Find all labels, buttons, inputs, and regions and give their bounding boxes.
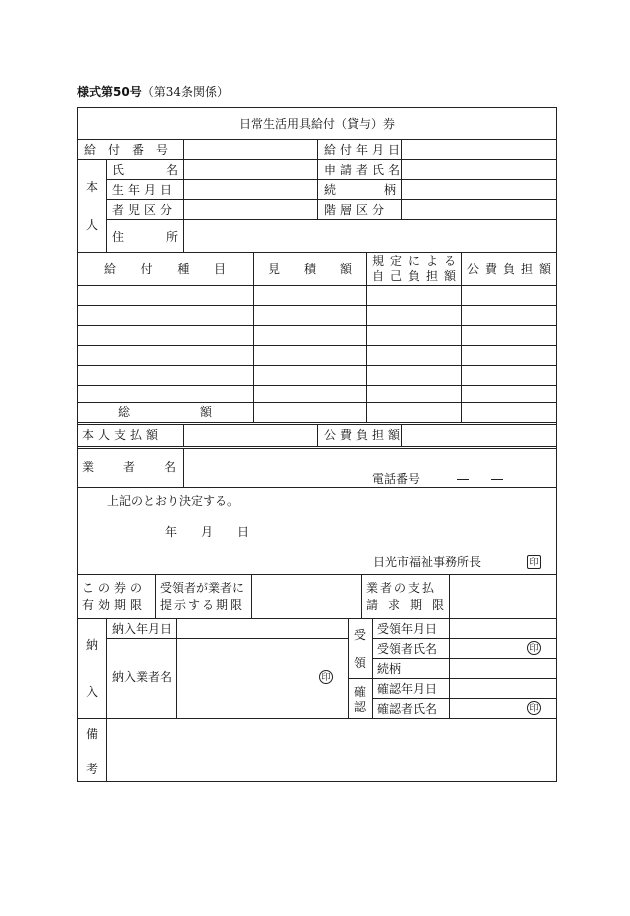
rule xyxy=(183,424,184,446)
rule xyxy=(317,424,318,446)
label-receipt-name: 受領者氏名 xyxy=(377,642,438,656)
rule xyxy=(77,305,557,306)
col-self-pay-2: 自己負担額 xyxy=(372,269,456,283)
rule xyxy=(77,718,557,719)
col-public: 公費負担額 xyxy=(467,262,551,276)
label-class: 者児区分 xyxy=(112,203,177,217)
rule xyxy=(366,252,367,422)
rule xyxy=(77,285,557,286)
rule xyxy=(183,448,184,487)
form-header xyxy=(77,83,229,100)
seal-icon: 印 xyxy=(527,555,541,569)
rule xyxy=(77,402,557,403)
label-remarks-b: 考 xyxy=(86,762,99,776)
decision-text: 上記のとおり決定する。 xyxy=(107,494,240,508)
rule xyxy=(372,618,373,718)
label-claim-1: 業者の支払 xyxy=(366,581,437,595)
rule xyxy=(372,638,557,639)
seal-icon: 印 xyxy=(527,641,541,655)
label-honnin-b: 人 xyxy=(86,218,99,232)
seal-icon: 印 xyxy=(319,670,333,684)
label-birth: 生年月日 xyxy=(112,183,177,197)
label-public-payment: 公費負担額 xyxy=(324,428,405,442)
rule xyxy=(77,618,557,619)
rule xyxy=(106,159,107,252)
label-confirm-a: 確 xyxy=(354,685,367,699)
rule xyxy=(361,574,362,618)
rule xyxy=(461,252,462,422)
rule xyxy=(106,618,107,781)
label-relation: 続柄 xyxy=(324,183,396,197)
label-confirm-date: 確認年月日 xyxy=(377,682,438,696)
phone-dash xyxy=(491,479,503,480)
label-confirm-b: 認 xyxy=(354,700,367,714)
rule xyxy=(183,139,184,252)
rule xyxy=(77,345,557,346)
label-address: 住所 xyxy=(112,230,178,244)
rule xyxy=(77,365,557,366)
label-name: 氏名 xyxy=(112,163,178,177)
label-tier: 階層区分 xyxy=(324,203,389,217)
label-present-2: 提示する期限 xyxy=(160,598,245,612)
col-estimate: 見積額 xyxy=(268,262,352,276)
form-number: 様式第50号 xyxy=(77,85,142,99)
rule xyxy=(77,252,557,253)
date-month: 月 xyxy=(201,525,214,539)
label-applicant: 申請者氏名 xyxy=(324,163,405,177)
label-phone: 電話番号 xyxy=(372,472,421,486)
form-title: 日常生活用具給付（貸与）券 xyxy=(238,117,395,131)
rule xyxy=(106,638,348,639)
phone-dash xyxy=(457,479,469,480)
rule xyxy=(77,325,557,326)
rule xyxy=(155,574,156,618)
rule xyxy=(372,658,557,659)
label-vendor: 業者名 xyxy=(82,460,176,474)
label-receipt-relation: 続柄 xyxy=(377,662,402,676)
label-validity-1: この券の xyxy=(82,581,147,595)
col-self-pay-1: 規定による xyxy=(372,254,456,268)
label-kyufu-bango: 給付番号 xyxy=(84,143,181,157)
rule xyxy=(251,574,252,618)
issuer: 日光市福祉事務所長 xyxy=(373,555,482,569)
form-relation: （第34条関係） xyxy=(141,85,229,99)
label-delivery-b: 入 xyxy=(86,685,99,699)
label-present-1: 受領者が業者に xyxy=(160,581,245,595)
rule xyxy=(348,678,557,679)
rule xyxy=(449,574,450,618)
rule xyxy=(372,698,557,699)
rule xyxy=(449,618,450,718)
label-receipt-a: 受 xyxy=(354,628,367,642)
rule xyxy=(77,446,557,447)
label-delivery-a: 納 xyxy=(86,638,99,652)
label-kyufu-date: 給付年月日 xyxy=(324,143,405,157)
label-claim-2: 請求期限 xyxy=(366,598,444,612)
rule xyxy=(106,179,557,180)
label-delivery-vendor: 納入業者名 xyxy=(112,670,173,684)
rule xyxy=(77,487,557,488)
label-delivery-date: 納入年月日 xyxy=(112,622,173,636)
col-item: 給付種目 xyxy=(104,262,226,276)
rule xyxy=(348,618,349,718)
seal-icon: 印 xyxy=(527,701,541,715)
label-receipt-date: 受領年月日 xyxy=(377,622,438,636)
rule xyxy=(176,618,177,718)
rule xyxy=(77,422,557,423)
label-self-payment: 本人支払額 xyxy=(82,428,163,442)
rule xyxy=(106,199,557,200)
label-honnin-a: 本 xyxy=(86,180,99,194)
label-total: 総額 xyxy=(118,405,212,419)
rule xyxy=(253,252,254,422)
rule xyxy=(77,574,557,575)
rule xyxy=(106,219,557,220)
label-remarks-a: 備 xyxy=(86,727,99,741)
date-day: 日 xyxy=(237,525,250,539)
rule xyxy=(317,139,318,219)
label-confirm-name: 確認者氏名 xyxy=(377,702,438,716)
rule xyxy=(77,448,557,449)
label-receipt-b: 領 xyxy=(354,656,367,670)
date-year: 年 xyxy=(165,525,178,539)
rule xyxy=(77,385,557,386)
label-validity-2: 有効期限 xyxy=(82,598,147,612)
